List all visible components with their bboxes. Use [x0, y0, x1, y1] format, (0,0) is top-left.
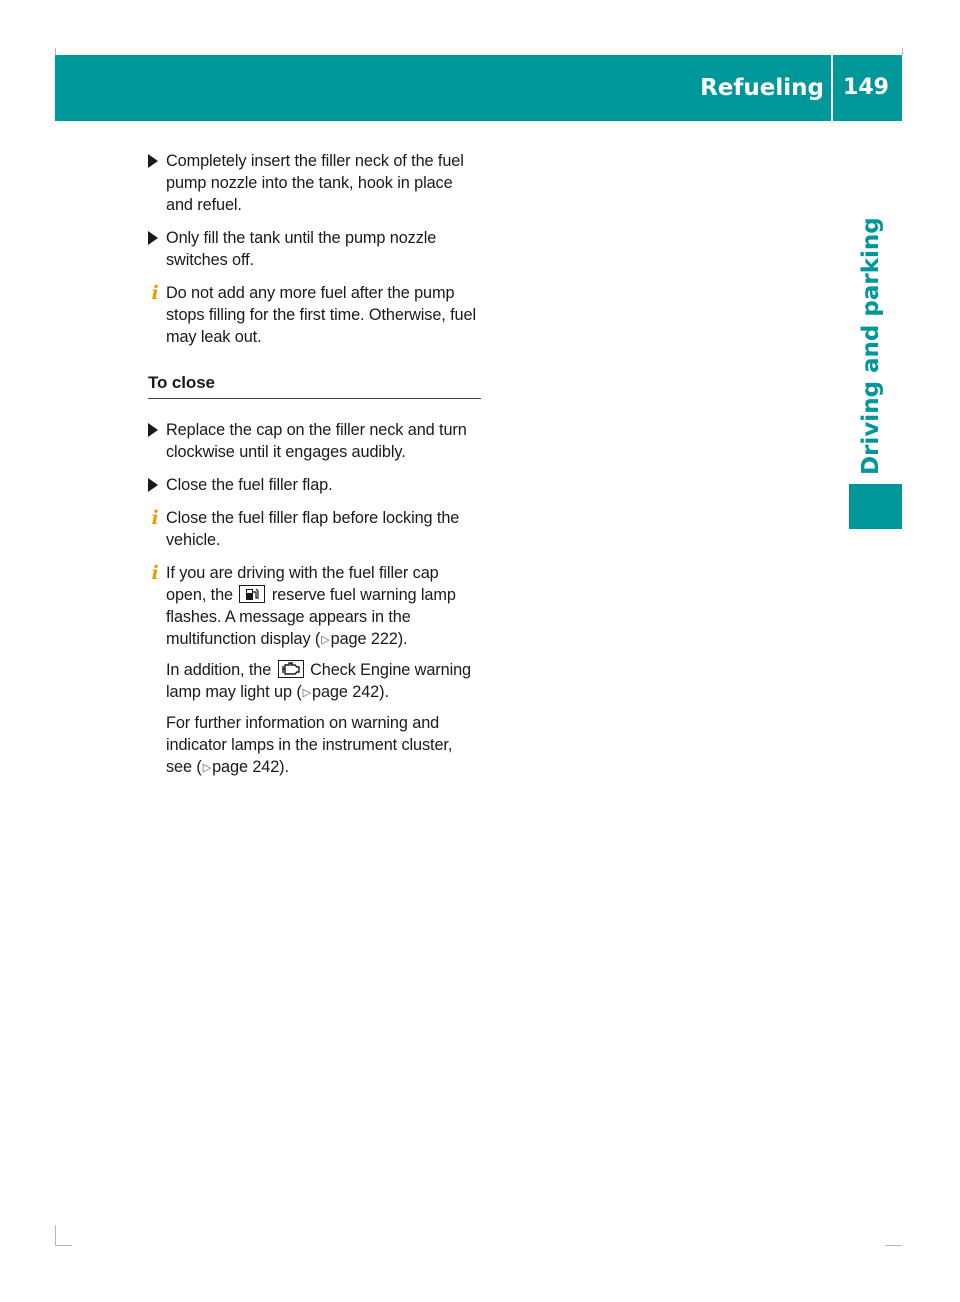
info-text: In addition, the: [166, 661, 272, 679]
page-reference-arrow-icon: ▷: [321, 634, 330, 646]
instruction-text: Only fill the tank until the pump nozzle switches off.: [166, 229, 437, 269]
instruction-text: Close the fuel filler flap.: [166, 476, 333, 494]
crop-mark: [885, 1245, 902, 1246]
info-icon: i: [151, 562, 159, 584]
instruction-step: [148, 227, 481, 271]
info-text: For further information on warning and indicator lamps in the instrument cluster, see (: [166, 714, 453, 776]
page-number: 149: [843, 75, 889, 100]
header-bar: [55, 55, 902, 121]
instruction-text: Replace the cap on the filler neck and turn clockwise until it engages audibly.: [166, 421, 467, 461]
instruction-text: Completely insert the filler neck of the fuel pump nozzle into the tank, hook in place and refuel.: [166, 152, 464, 214]
info-text: Close the fuel filler flap before locking the vehicle.: [166, 509, 460, 549]
info-note: [148, 507, 481, 551]
chapter-tab-label: Driving and parking: [858, 217, 884, 475]
main-content: [148, 150, 481, 790]
page-reference-arrow-icon: ▷: [202, 762, 212, 774]
section-heading: To close: [148, 372, 481, 399]
info-text: Do not add any more fuel after the pump stops filling for the first time. Otherwise, fuel may leak out.: [166, 284, 476, 346]
instruction-step: [148, 474, 481, 496]
triangle-arrow-icon: [148, 478, 158, 492]
triangle-arrow-icon: [148, 423, 158, 437]
page-reference[interactable]: page 242).: [212, 758, 289, 776]
fuel-pump-icon: [239, 585, 265, 603]
triangle-arrow-icon: [148, 231, 158, 245]
chapter-tab-marker: [849, 484, 902, 529]
triangle-arrow-icon: [148, 154, 158, 168]
crop-mark: [55, 1245, 72, 1246]
info-note: [148, 282, 481, 348]
section-title: Refueling: [700, 75, 824, 101]
instruction-step: [148, 419, 481, 463]
page-reference-arrow-icon: ▷: [302, 687, 312, 699]
page-reference[interactable]: page 242).: [312, 683, 389, 701]
info-icon: i: [151, 282, 159, 304]
info-text: If you are driving with the fuel filler cap open, the: [166, 564, 439, 604]
info-paragraph: [166, 562, 481, 651]
page-reference[interactable]: page 222).: [330, 630, 408, 648]
crop-mark: [902, 48, 903, 55]
check-engine-icon: [278, 660, 304, 678]
crop-mark: [55, 1225, 56, 1245]
info-text: Check Engine warning lamp may light up (: [166, 661, 472, 701]
chapter-tab: [840, 170, 902, 475]
info-text: reserve fuel warning lamp flashes. A message appears in the multifunction display (: [166, 586, 456, 648]
crop-mark: [55, 48, 56, 55]
info-icon: i: [151, 507, 159, 529]
instruction-step: [148, 150, 481, 216]
info-note: [148, 562, 481, 779]
info-paragraph: [166, 712, 481, 779]
info-paragraph: [166, 659, 481, 704]
